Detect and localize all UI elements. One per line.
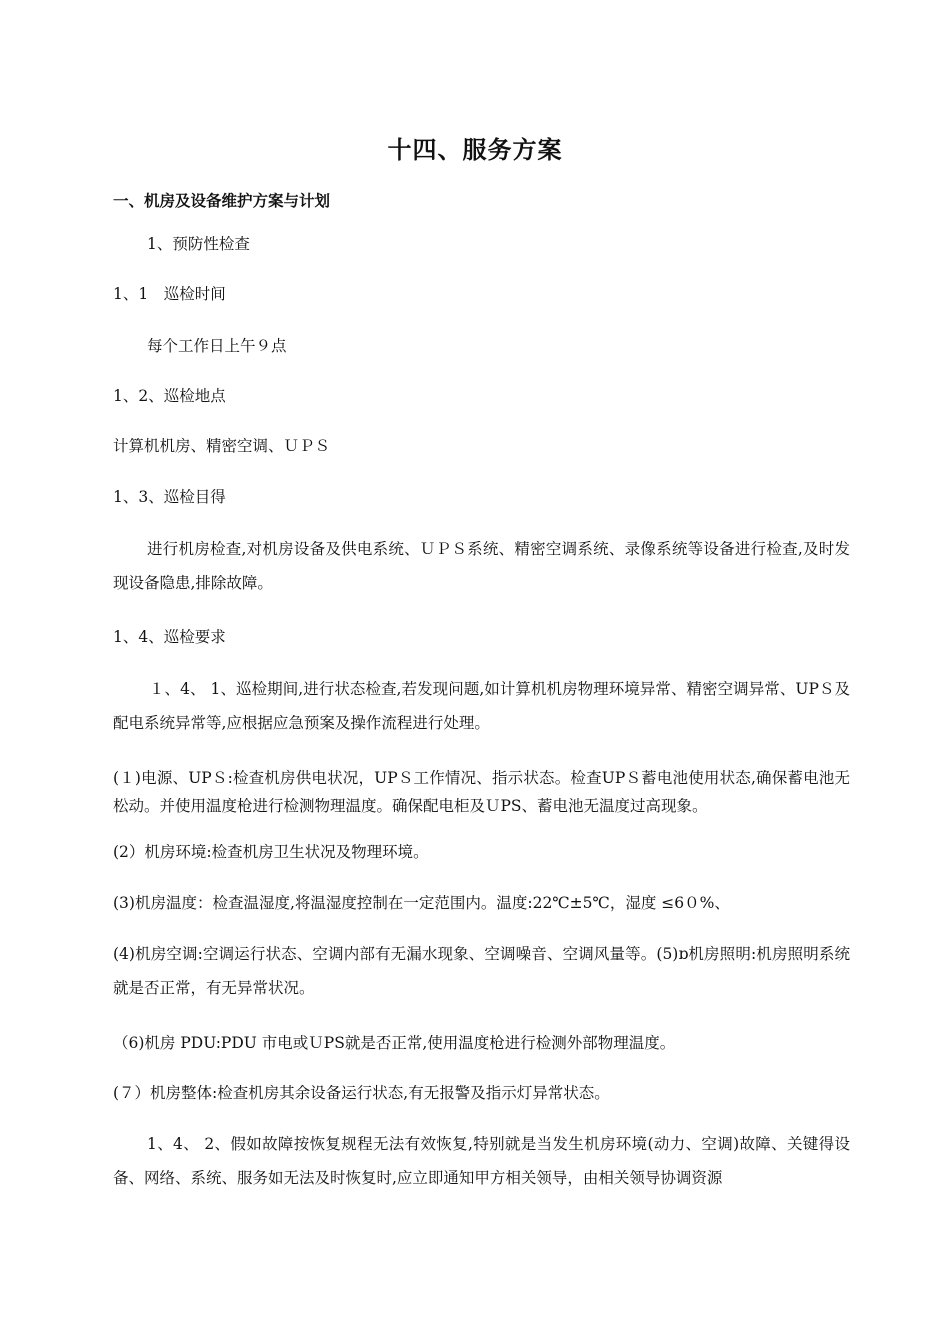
subsection-heading: 1、1 巡检时间 xyxy=(113,285,226,303)
list-item: (１)电源、UPＳ:检查机房供电状况，UPＳ工作情况、指示状态。检查UPＳ蓄电池使用状态,确保蓄电池无松动。并使用温度枪进行检测物理温度。确保配电柜及ＵPS、蓄电池无温度过高现象。 xyxy=(113,769,850,815)
subsection-heading: 1、预防性检查 xyxy=(147,235,250,253)
list-item: （6)机房 PDU:PDU 市电或ＵPS就是否正常,使用温度枪进行检测外部物理温度。 xyxy=(113,1034,676,1052)
subsection-heading: 1、4、巡检要求 xyxy=(113,628,226,646)
subsection-heading: 1、3、巡检目得 xyxy=(113,488,226,506)
section-heading: 一、机房及设备维护方案与计划 xyxy=(113,191,331,210)
list-item: (７）机房整体:检查机房其余设备运行状态,有无报警及指示灯异常状态。 xyxy=(113,1084,610,1102)
paragraph: 每个工作日上午９点 xyxy=(147,337,287,355)
list-item: (2）机房环境:检查机房卫生状况及物理环境。 xyxy=(113,843,429,861)
paragraph: 进行机房检查,对机房设备及供电系统、ＵＰＳ系统、精密空调系统、录像系统等设备进行检查,及时发现设备隐患,排除故障。 xyxy=(113,540,850,592)
paragraph: 计算机机房、精密空调、ＵＰＳ xyxy=(113,437,331,455)
list-item: (4)机房空调:空调运行状态、空调内部有无漏水现象、空调噪音、空调风量等。(5)ɒ机房照明:机房照明系统就是否正常，有无异常状况。 xyxy=(113,945,850,997)
paragraph: 1、4、 2、假如故障按恢复规程无法有效恢复,特别就是当发生机房环境(动力、空调)故障、关键得设备、网络、系统、服务如无法及时恢复时,应立即通知甲方相关领导，由相关领导协调资源 xyxy=(113,1135,850,1187)
subsection-heading: 1、2、巡检地点 xyxy=(113,387,226,405)
paragraph: １、4、 1、巡检期间,进行状态检查,若发现问题,如计算机机房物理环境异常、精密空调异常、UPＳ及配电系统异常等,应根据应急预案及操作流程进行处理。 xyxy=(113,680,850,732)
list-item: (3)机房温度：检查温湿度,将温湿度控制在一定范围内。温度:22℃±5℃，湿度 ≤6０%、 xyxy=(113,894,730,912)
document-title: 十四、服务方案 xyxy=(387,135,563,164)
